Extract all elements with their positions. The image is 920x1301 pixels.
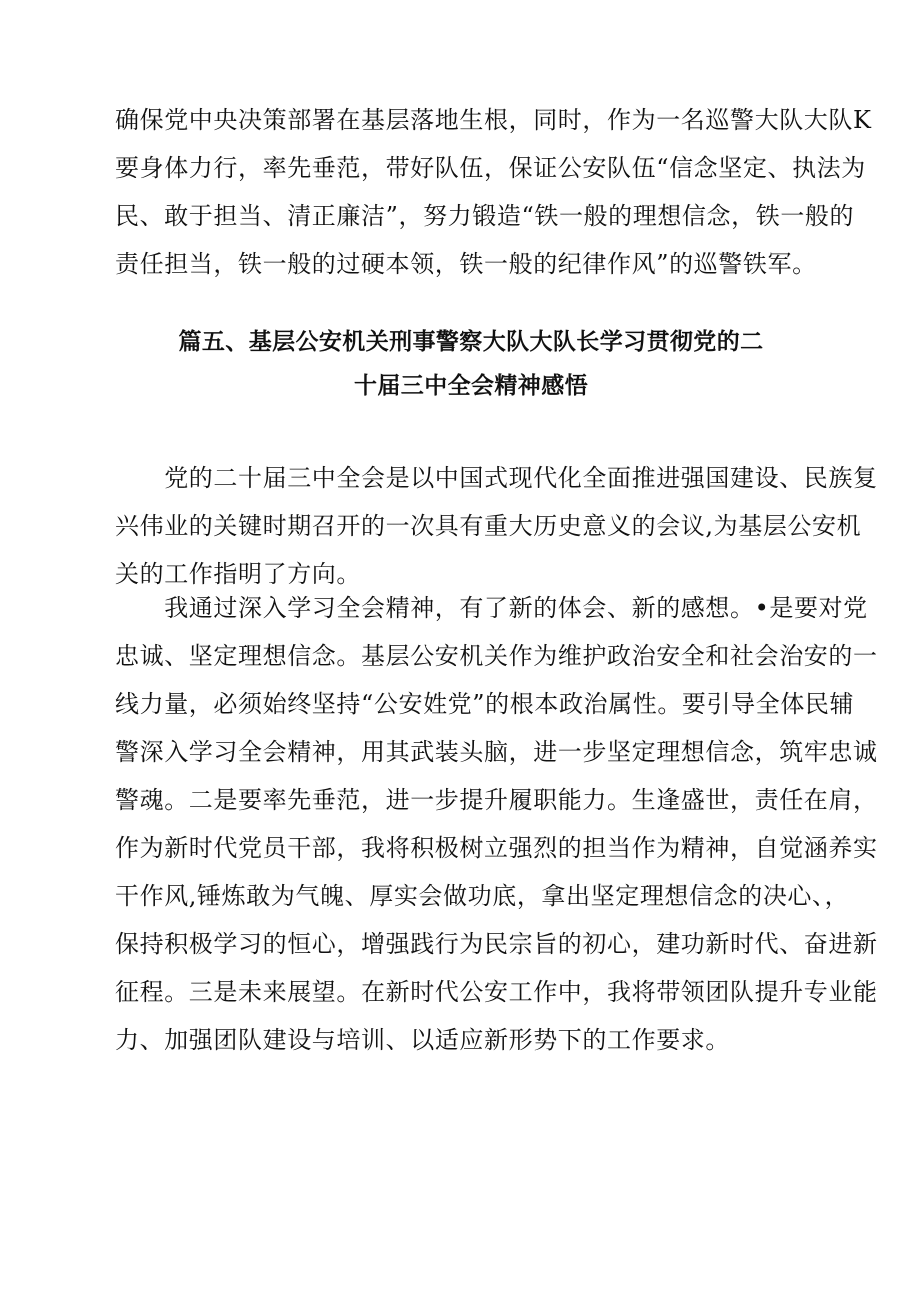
text-line: 干作风,锤炼敢为气魄、厚实会做功底，拿出坚定理想信念的决心、， (115, 882, 850, 910)
text-line: 征程。三是未来展望。在新时代公安工作中，我将带领团队提升专业能 (115, 978, 878, 1006)
paragraph-intro (115, 454, 878, 598)
text-line: 要身体力行，率先垂范，带好队伍，保证公安队伍“信念坚定、执法为 (115, 154, 866, 182)
text-line: 我通过深入学习全会精神，有了新的体会、新的感想。•是要对党 (115, 594, 868, 622)
section-title-line: 十届三中全会精神感悟 (354, 373, 588, 399)
text-line: 民、敢于担当、清正廉洁”，努力锻造“铁一般的理想信念，铁一般的 (115, 202, 855, 230)
text-line: 确保党中央决策部署在基层落地生根，同时，作为一名巡警大队大队K (115, 106, 872, 134)
section-title (115, 320, 827, 408)
text-line: 保持积极学习的恒心，增强践行为民宗旨的初心，建功新时代、奋进新 (115, 930, 878, 958)
text-line: 线力量，必须始终坚持“公安姓党”的根本政治属性。要引导全体民辅 (115, 690, 855, 718)
section-title-line: 篇五、基层公安机关刑事警察大队大队长学习贯彻党的二 (178, 329, 764, 355)
text-line: 警魂。二是要率先垂范，进一步提升履职能力。生逢盛世，责任在肩， (115, 786, 878, 814)
text-line: 力、加强团队建设与培训、以适应新形势下的工作要求。 (115, 1026, 730, 1054)
continuation-paragraph (115, 96, 872, 288)
text-line: 关的工作指明了方向。 (115, 560, 361, 588)
text-line: 忠诚、坚定理想信念。基层公安机关作为维护政治安全和社会治安的一 (115, 642, 878, 670)
text-line: 兴伟业的关键时期召开的一次具有重大历史意义的会议,为基层公安机 (115, 512, 862, 540)
text-line: 警深入学习全会精神，用其武装头脑，进一步坚定理想信念，筑牢忠诚 (115, 738, 878, 766)
text-line: 责任担当，铁一般的过硬本领，铁一般的纪律作风”的巡警铁军。 (115, 250, 817, 278)
text-line: 党的二十届三中全会是以中国式现代化全面推进强国建设、民族复 (115, 464, 878, 492)
text-line: 作为新时代党员干部，我将积极树立强烈的担当作为精神，自觉涵养实 (115, 834, 878, 862)
paragraph-reflection (115, 584, 878, 1064)
